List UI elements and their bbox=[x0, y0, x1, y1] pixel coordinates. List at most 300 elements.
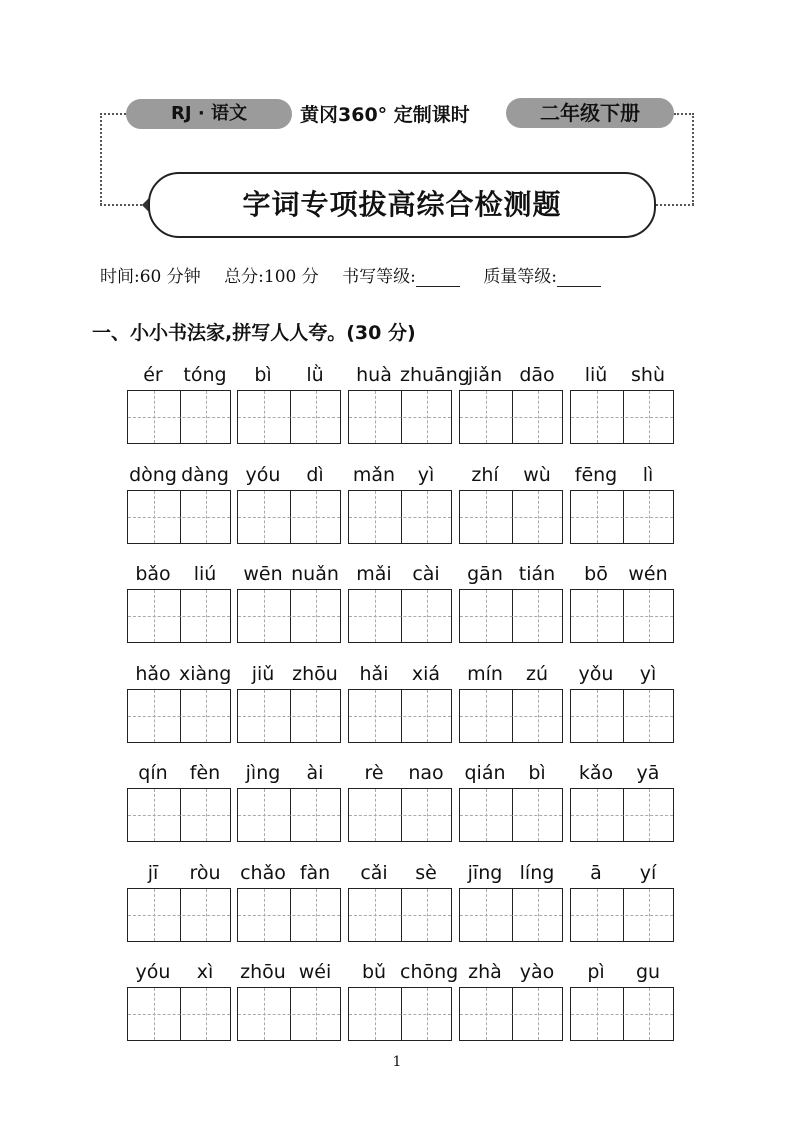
guide-line bbox=[460, 915, 562, 916]
guide-line bbox=[486, 789, 487, 841]
pinyin-syllable: zhōu bbox=[292, 662, 338, 685]
subject-badge: RJ · 语文 bbox=[126, 99, 292, 129]
pinyin-label bbox=[570, 663, 674, 689]
pinyin-label bbox=[237, 961, 341, 987]
pinyin-syllable: bì bbox=[528, 762, 546, 784]
word-group bbox=[348, 364, 470, 444]
grid-row bbox=[127, 663, 675, 763]
guide-line bbox=[154, 988, 155, 1040]
guide-line bbox=[375, 690, 376, 742]
writing-box-pair[interactable] bbox=[237, 987, 341, 1041]
guide-line bbox=[486, 889, 487, 941]
writing-grade-label: 书写等级: bbox=[342, 267, 416, 287]
writing-box-pair[interactable] bbox=[237, 689, 341, 743]
section-title: 一、小小书法家,拼写人人夸。(30 分) bbox=[92, 322, 416, 344]
guide-line bbox=[571, 517, 673, 518]
pinyin-syllable: qín bbox=[138, 762, 168, 784]
writing-box-pair[interactable] bbox=[570, 788, 674, 842]
guide-line bbox=[571, 417, 673, 418]
pinyin-syllable: zú bbox=[525, 662, 548, 685]
guide-line bbox=[571, 616, 673, 617]
guide-line bbox=[316, 590, 317, 642]
writing-box-pair[interactable] bbox=[237, 390, 341, 444]
writing-box-pair[interactable] bbox=[127, 987, 231, 1041]
guide-line bbox=[571, 716, 673, 717]
word-group bbox=[348, 762, 452, 842]
writing-grade-blank bbox=[416, 270, 460, 287]
guide-line bbox=[349, 517, 451, 518]
pinyin-syllable: gu bbox=[635, 961, 661, 983]
time-limit: 时间:60 分钟 bbox=[100, 267, 201, 287]
worksheet-title: 字词专项拔高综合检测题 bbox=[148, 172, 656, 238]
pinyin-syllable: jīng bbox=[467, 861, 503, 884]
pinyin-syllable: yào bbox=[519, 961, 555, 983]
guide-line bbox=[649, 988, 650, 1040]
brand-title: 黄冈360° 定制课时 bbox=[300, 104, 470, 126]
guide-line bbox=[264, 391, 265, 443]
guide-line bbox=[486, 391, 487, 443]
word-group bbox=[237, 563, 341, 643]
writing-box-pair[interactable] bbox=[127, 888, 231, 942]
guide-line bbox=[154, 391, 155, 443]
pinyin-label bbox=[348, 464, 452, 490]
guide-line bbox=[427, 789, 428, 841]
guide-line bbox=[597, 391, 598, 443]
writing-box-pair[interactable] bbox=[348, 689, 452, 743]
writing-box-pair[interactable] bbox=[127, 390, 231, 444]
pinyin-label bbox=[127, 762, 231, 788]
grid-row bbox=[127, 464, 675, 564]
pinyin-syllable: fàn bbox=[299, 861, 331, 884]
word-group bbox=[570, 862, 674, 942]
pinyin-label bbox=[459, 364, 563, 390]
guide-line bbox=[206, 690, 207, 742]
word-group bbox=[348, 464, 452, 544]
writing-grade bbox=[342, 267, 460, 287]
word-group bbox=[237, 862, 341, 942]
writing-box-pair[interactable] bbox=[237, 490, 341, 544]
guide-line bbox=[460, 417, 562, 418]
pinyin-syllable: liǔ bbox=[584, 364, 608, 386]
pinyin-label bbox=[348, 364, 470, 390]
pinyin-label bbox=[127, 862, 231, 888]
pinyin-label bbox=[237, 364, 341, 390]
header-dotted-line-left-bottom bbox=[100, 204, 142, 206]
writing-box-pair[interactable] bbox=[459, 888, 563, 942]
word-group bbox=[570, 961, 674, 1041]
pinyin-syllable: yóu bbox=[245, 463, 281, 486]
guide-line bbox=[427, 491, 428, 543]
guide-line bbox=[128, 1014, 230, 1015]
pinyin-syllable: lì bbox=[642, 463, 654, 486]
grid-row bbox=[127, 762, 675, 862]
pinyin-syllable: dì bbox=[306, 463, 324, 486]
guide-line bbox=[238, 417, 340, 418]
guide-line bbox=[316, 789, 317, 841]
guide-line bbox=[649, 491, 650, 543]
guide-line bbox=[264, 590, 265, 642]
word-group bbox=[459, 961, 563, 1041]
pinyin-syllable: jìng bbox=[245, 762, 281, 784]
pinyin-label bbox=[237, 464, 341, 490]
page-header bbox=[100, 92, 696, 252]
word-group bbox=[570, 563, 674, 643]
guide-line bbox=[206, 590, 207, 642]
pinyin-syllable: zhuāng bbox=[400, 364, 470, 386]
guide-line bbox=[538, 889, 539, 941]
writing-box-pair[interactable] bbox=[459, 490, 563, 544]
guide-line bbox=[206, 391, 207, 443]
guide-line bbox=[538, 789, 539, 841]
pinyin-syllable: bō bbox=[584, 563, 608, 585]
pinyin-label bbox=[570, 762, 674, 788]
guide-line bbox=[238, 915, 340, 916]
pinyin-syllable: bǔ bbox=[361, 961, 387, 983]
pinyin-syllable: zhí bbox=[471, 463, 499, 486]
quality-grade-blank bbox=[557, 270, 601, 287]
pinyin-label bbox=[459, 862, 563, 888]
header-dotted-line-left-vertical bbox=[100, 113, 102, 205]
pinyin-syllable: dòng bbox=[129, 463, 177, 486]
pinyin-syllable: líng bbox=[519, 861, 555, 884]
writing-box-pair[interactable] bbox=[348, 987, 452, 1041]
pinyin-syllable: wéi bbox=[298, 961, 332, 983]
word-group bbox=[348, 563, 452, 643]
pinyin-syllable: pì bbox=[587, 961, 605, 983]
pinyin-syllable: hǎi bbox=[359, 662, 389, 685]
pinyin-syllable: mǎn bbox=[352, 463, 396, 486]
guide-line bbox=[238, 517, 340, 518]
guide-line bbox=[264, 690, 265, 742]
word-group bbox=[348, 961, 459, 1041]
word-group bbox=[127, 364, 231, 444]
pinyin-syllable: wén bbox=[628, 563, 668, 585]
pinyin-syllable: yǒu bbox=[578, 662, 614, 685]
guide-line bbox=[597, 988, 598, 1040]
guide-line bbox=[264, 491, 265, 543]
quality-grade-label: 质量等级: bbox=[483, 267, 558, 287]
guide-line bbox=[154, 789, 155, 841]
pinyin-syllable: mǎi bbox=[356, 563, 392, 585]
guide-line bbox=[316, 491, 317, 543]
writing-box-pair[interactable] bbox=[127, 788, 231, 842]
page-number: 1 bbox=[392, 1054, 402, 1070]
pinyin-label bbox=[127, 364, 231, 390]
pinyin-syllable: bì bbox=[254, 364, 272, 386]
guide-line bbox=[538, 491, 539, 543]
guide-line bbox=[238, 1014, 340, 1015]
pinyin-syllable: rè bbox=[364, 762, 384, 784]
pinyin-syllable: gān bbox=[467, 563, 503, 585]
word-group bbox=[127, 563, 231, 643]
writing-box-pair[interactable] bbox=[570, 888, 674, 942]
pinyin-syllable: chōng bbox=[400, 961, 459, 983]
guide-line bbox=[427, 590, 428, 642]
pinyin-syllable: yóu bbox=[135, 961, 171, 983]
guide-line bbox=[128, 915, 230, 916]
pinyin-syllable: qián bbox=[464, 762, 506, 784]
header-dotted-line-right-vertical bbox=[692, 113, 694, 205]
guide-line bbox=[349, 616, 451, 617]
word-group bbox=[127, 663, 231, 743]
pinyin-syllable: ér bbox=[143, 364, 163, 386]
word-group bbox=[237, 364, 341, 444]
total-score: 总分:100 分 bbox=[224, 267, 319, 287]
guide-line bbox=[649, 590, 650, 642]
pinyin-syllable: ài bbox=[306, 762, 324, 784]
word-group bbox=[459, 663, 563, 743]
guide-line bbox=[486, 988, 487, 1040]
guide-line bbox=[460, 1014, 562, 1015]
pinyin-syllable: tián bbox=[518, 563, 556, 585]
guide-line bbox=[375, 789, 376, 841]
guide-line bbox=[571, 815, 673, 816]
word-group bbox=[459, 762, 563, 842]
grid-row bbox=[127, 862, 675, 962]
word-group bbox=[237, 961, 341, 1041]
pinyin-syllable: liú bbox=[193, 563, 217, 585]
guide-line bbox=[427, 988, 428, 1040]
guide-line bbox=[128, 517, 230, 518]
word-group bbox=[237, 464, 341, 544]
pinyin-label bbox=[348, 762, 452, 788]
pinyin-label bbox=[127, 961, 231, 987]
pinyin-syllable: sè bbox=[415, 861, 437, 884]
grid-row bbox=[127, 961, 675, 1061]
guide-line bbox=[206, 889, 207, 941]
guide-line bbox=[238, 815, 340, 816]
guide-line bbox=[375, 590, 376, 642]
guide-line bbox=[349, 1014, 451, 1015]
pinyin-syllable: tóng bbox=[183, 364, 227, 386]
guide-line bbox=[538, 590, 539, 642]
guide-line bbox=[571, 1014, 673, 1015]
pinyin-syllable: xì bbox=[196, 961, 214, 983]
pinyin-label bbox=[348, 663, 452, 689]
pinyin-label bbox=[127, 563, 231, 589]
pinyin-syllable: huà bbox=[356, 364, 392, 386]
guide-line bbox=[128, 616, 230, 617]
word-group bbox=[127, 464, 231, 544]
pinyin-syllable: jiǎn bbox=[467, 364, 503, 386]
guide-line bbox=[649, 690, 650, 742]
writing-box-pair[interactable] bbox=[459, 589, 563, 643]
guide-line bbox=[649, 391, 650, 443]
guide-line bbox=[264, 988, 265, 1040]
writing-box-pair[interactable] bbox=[459, 788, 563, 842]
word-group bbox=[459, 862, 563, 942]
guide-line bbox=[154, 889, 155, 941]
exam-info-line bbox=[100, 262, 619, 287]
guide-line bbox=[571, 915, 673, 916]
pinyin-syllable: zhōu bbox=[240, 961, 286, 983]
quality-grade bbox=[483, 267, 601, 287]
guide-line bbox=[349, 417, 451, 418]
guide-line bbox=[128, 716, 230, 717]
writing-box-pair[interactable] bbox=[348, 390, 452, 444]
pinyin-syllable: yí bbox=[639, 861, 657, 884]
writing-box-pair[interactable] bbox=[570, 987, 674, 1041]
pinyin-label bbox=[348, 862, 452, 888]
pinyin-syllable: wù bbox=[523, 463, 551, 486]
writing-box-pair[interactable] bbox=[348, 589, 452, 643]
guide-line bbox=[375, 988, 376, 1040]
guide-line bbox=[349, 915, 451, 916]
word-group bbox=[570, 364, 674, 444]
guide-line bbox=[427, 690, 428, 742]
pinyin-label bbox=[570, 464, 674, 490]
guide-line bbox=[128, 815, 230, 816]
pinyin-syllable: nao bbox=[408, 762, 444, 784]
guide-line bbox=[206, 491, 207, 543]
word-group bbox=[570, 762, 674, 842]
guide-line bbox=[264, 889, 265, 941]
guide-line bbox=[349, 815, 451, 816]
writing-box-pair[interactable] bbox=[237, 888, 341, 942]
writing-box-pair[interactable] bbox=[459, 689, 563, 743]
writing-box-pair[interactable] bbox=[570, 589, 674, 643]
word-group bbox=[127, 862, 231, 942]
guide-line bbox=[538, 690, 539, 742]
pinyin-syllable: yā bbox=[636, 762, 660, 784]
pinyin-syllable: dàng bbox=[181, 463, 229, 486]
guide-line bbox=[154, 491, 155, 543]
guide-line bbox=[349, 716, 451, 717]
pinyin-syllable: jiǔ bbox=[251, 662, 275, 685]
guide-line bbox=[649, 889, 650, 941]
pinyin-label bbox=[570, 563, 674, 589]
writing-box-pair[interactable] bbox=[127, 589, 231, 643]
guide-line bbox=[154, 590, 155, 642]
word-group bbox=[459, 563, 563, 643]
word-group bbox=[348, 663, 452, 743]
guide-line bbox=[128, 417, 230, 418]
pinyin-syllable: ā bbox=[590, 861, 602, 884]
guide-line bbox=[538, 988, 539, 1040]
pinyin-syllable: fèn bbox=[189, 762, 221, 784]
guide-line bbox=[460, 815, 562, 816]
pinyin-syllable: shù bbox=[631, 364, 665, 386]
guide-line bbox=[375, 391, 376, 443]
word-group bbox=[459, 364, 563, 444]
pinyin-label bbox=[570, 961, 674, 987]
guide-line bbox=[316, 690, 317, 742]
writing-box-pair[interactable] bbox=[127, 490, 231, 544]
writing-grid bbox=[127, 364, 675, 1061]
writing-box-pair[interactable] bbox=[348, 490, 452, 544]
pinyin-syllable: yì bbox=[639, 662, 657, 685]
pinyin-syllable: jī bbox=[147, 861, 159, 884]
writing-box-pair[interactable] bbox=[237, 589, 341, 643]
writing-box-pair[interactable] bbox=[348, 888, 452, 942]
guide-line bbox=[597, 789, 598, 841]
pinyin-syllable: chǎo bbox=[240, 861, 286, 884]
pinyin-syllable: cǎi bbox=[360, 861, 388, 884]
guide-line bbox=[460, 616, 562, 617]
pinyin-syllable: mín bbox=[467, 662, 503, 685]
writing-box-pair[interactable] bbox=[348, 788, 452, 842]
guide-line bbox=[375, 889, 376, 941]
pinyin-label bbox=[459, 563, 563, 589]
writing-box-pair[interactable] bbox=[459, 987, 563, 1041]
guide-line bbox=[460, 716, 562, 717]
pinyin-label bbox=[459, 762, 563, 788]
grid-row bbox=[127, 563, 675, 663]
pinyin-label bbox=[459, 961, 563, 987]
guide-line bbox=[316, 889, 317, 941]
guide-line bbox=[486, 491, 487, 543]
writing-box-pair[interactable] bbox=[237, 788, 341, 842]
writing-box-pair[interactable] bbox=[459, 390, 563, 444]
pinyin-syllable: fēng bbox=[574, 463, 618, 486]
pinyin-syllable: yì bbox=[417, 463, 435, 486]
word-group bbox=[237, 762, 341, 842]
word-group bbox=[237, 663, 341, 743]
grade-badge: 二年级下册 bbox=[506, 98, 674, 128]
guide-line bbox=[206, 789, 207, 841]
guide-line bbox=[427, 391, 428, 443]
pinyin-syllable: lǜ bbox=[306, 364, 324, 386]
pinyin-label bbox=[459, 464, 563, 490]
word-group bbox=[459, 464, 563, 544]
guide-line bbox=[486, 690, 487, 742]
pinyin-label bbox=[237, 762, 341, 788]
header-dotted-line-left-top bbox=[100, 113, 126, 115]
guide-line bbox=[649, 789, 650, 841]
pinyin-label bbox=[127, 464, 231, 490]
grid-row bbox=[127, 364, 675, 464]
pinyin-syllable: nuǎn bbox=[291, 563, 339, 585]
word-group bbox=[348, 862, 452, 942]
pinyin-syllable: ròu bbox=[189, 861, 221, 884]
guide-line bbox=[238, 716, 340, 717]
guide-line bbox=[375, 491, 376, 543]
pinyin-syllable: dāo bbox=[519, 364, 555, 386]
guide-line bbox=[316, 391, 317, 443]
pinyin-label bbox=[237, 563, 341, 589]
guide-line bbox=[597, 590, 598, 642]
guide-line bbox=[486, 590, 487, 642]
guide-line bbox=[238, 616, 340, 617]
pinyin-label bbox=[237, 663, 341, 689]
guide-line bbox=[538, 391, 539, 443]
pinyin-label bbox=[127, 663, 231, 689]
writing-box-pair[interactable] bbox=[570, 490, 674, 544]
guide-line bbox=[316, 988, 317, 1040]
writing-box-pair[interactable] bbox=[570, 689, 674, 743]
pinyin-syllable: xiàng bbox=[179, 662, 232, 685]
pinyin-label bbox=[348, 563, 452, 589]
pinyin-syllable: cài bbox=[412, 563, 440, 585]
pinyin-syllable: zhà bbox=[468, 961, 502, 983]
pinyin-syllable: hǎo bbox=[135, 662, 171, 685]
pinyin-label bbox=[570, 862, 674, 888]
word-group bbox=[570, 464, 674, 544]
pinyin-syllable: kǎo bbox=[578, 762, 614, 784]
pinyin-label bbox=[459, 663, 563, 689]
pinyin-label bbox=[570, 364, 674, 390]
pinyin-syllable: xiá bbox=[411, 662, 441, 685]
pinyin-label bbox=[348, 961, 459, 987]
guide-line bbox=[597, 889, 598, 941]
guide-line bbox=[427, 889, 428, 941]
pinyin-label bbox=[237, 862, 341, 888]
word-group bbox=[570, 663, 674, 743]
word-group bbox=[127, 961, 231, 1041]
header-dotted-line-right-bottom bbox=[656, 204, 694, 206]
writing-box-pair[interactable] bbox=[127, 689, 231, 743]
writing-box-pair[interactable] bbox=[570, 390, 674, 444]
